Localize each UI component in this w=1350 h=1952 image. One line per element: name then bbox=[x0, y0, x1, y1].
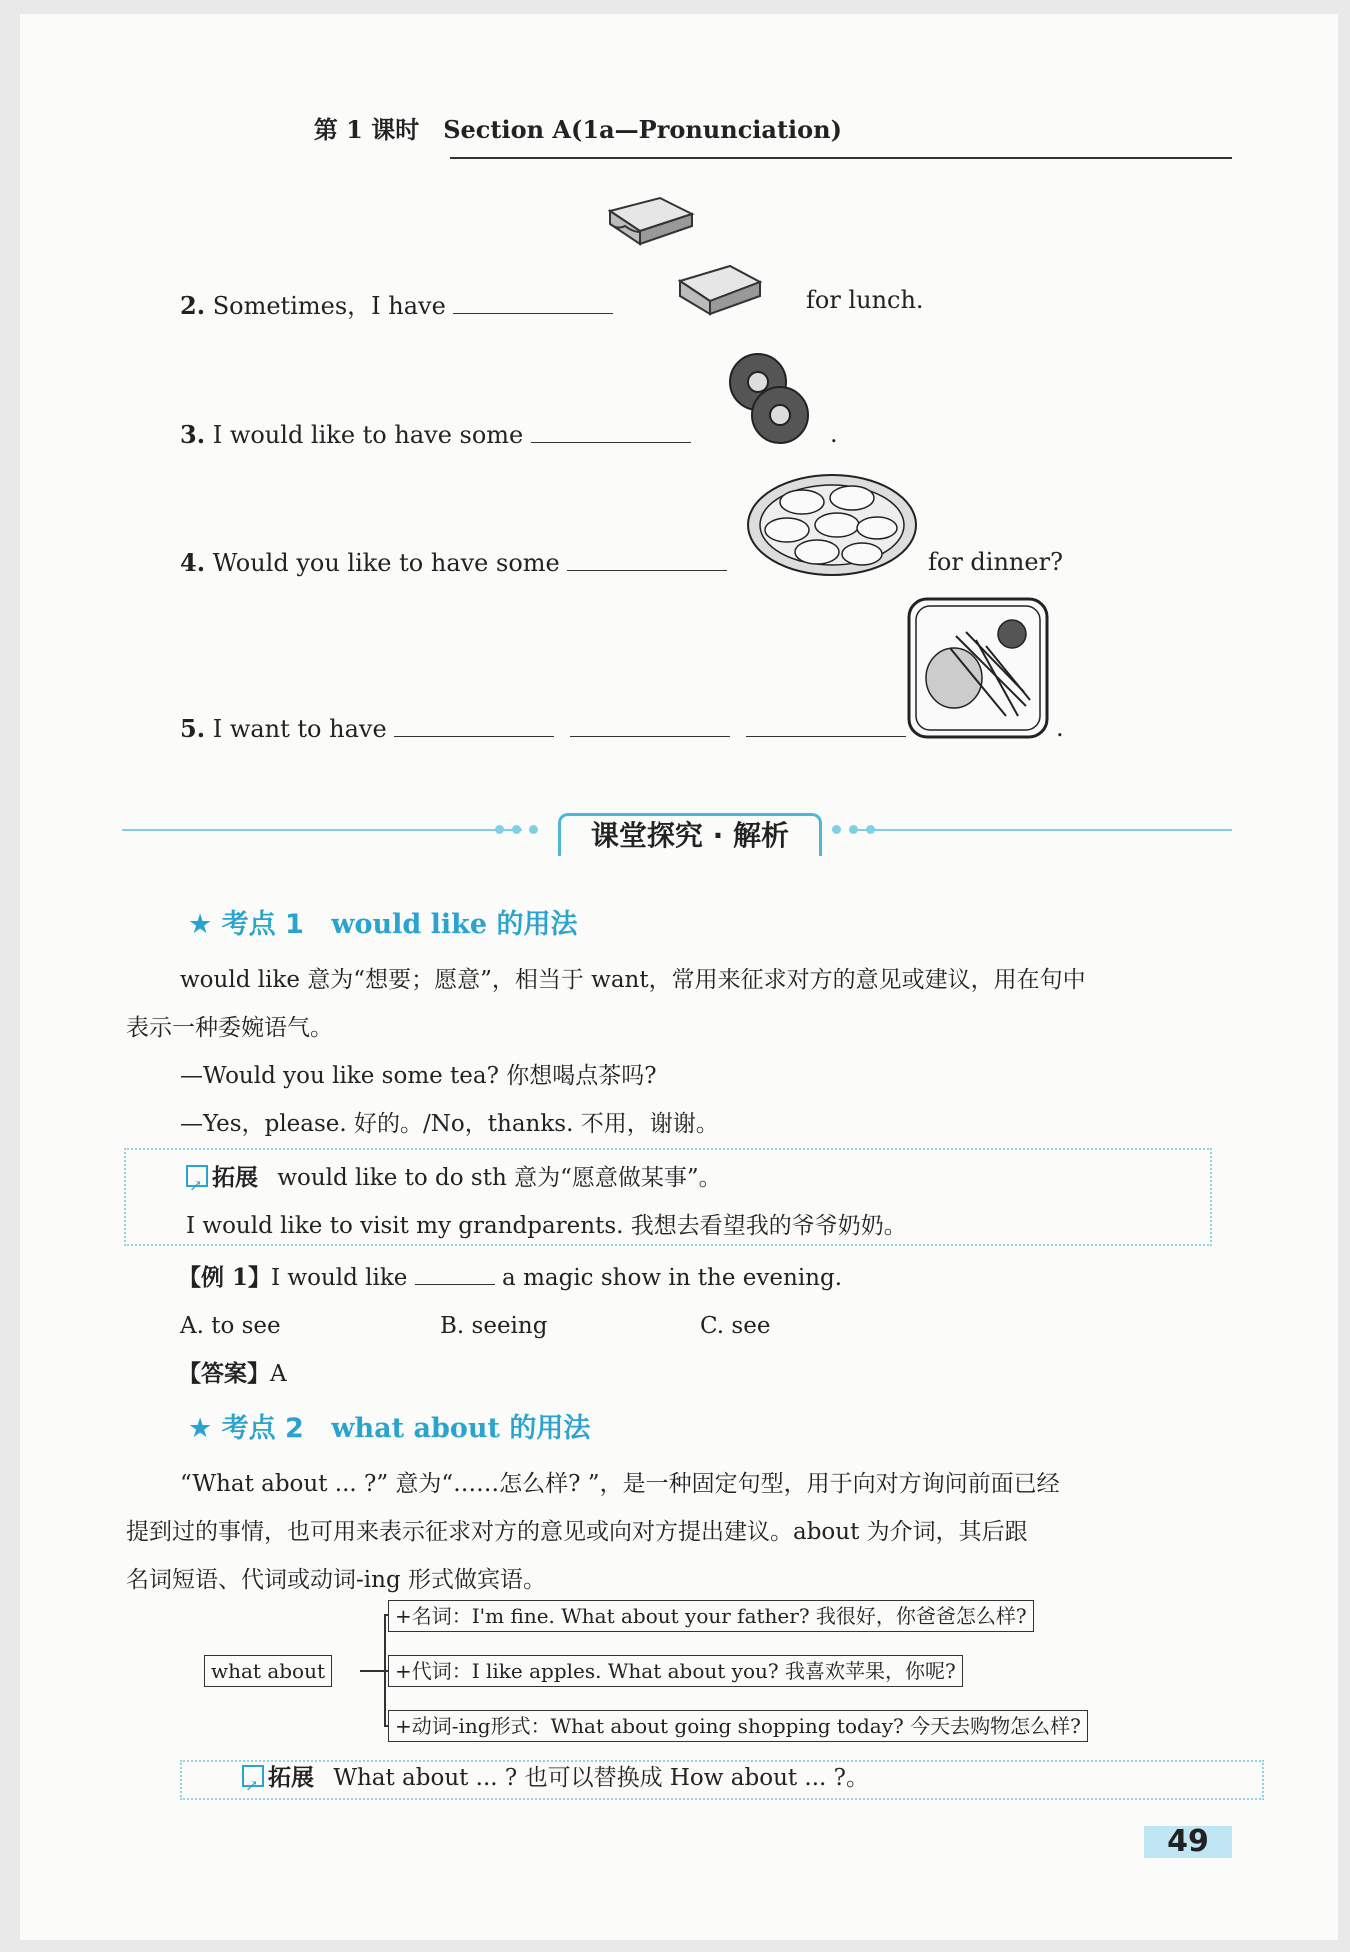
kp1-paragraph-line1: would like 意为“想要；愿意”，相当于 want，常用来征求对方的意见或建议，用在句中 bbox=[180, 967, 1086, 993]
answer-blank[interactable] bbox=[394, 714, 554, 737]
diagram-connector bbox=[360, 1670, 384, 1672]
divider-dot bbox=[849, 825, 858, 834]
example-1 bbox=[178, 1254, 842, 1302]
sandwich-icon bbox=[600, 186, 780, 326]
textbook-page bbox=[20, 14, 1338, 1940]
option-a: A. to see bbox=[180, 1313, 281, 1339]
key-point-phrase: would like bbox=[331, 909, 488, 940]
section-divider-right bbox=[852, 829, 1232, 831]
answer-blank[interactable] bbox=[453, 291, 613, 314]
question-3 bbox=[180, 420, 691, 449]
question-text: I would like to have some bbox=[212, 421, 524, 449]
section-title: 课堂探究 · 解析 bbox=[558, 813, 822, 856]
extension-1-line2: I would like to visit my grandparents. 我想去看望我的爷爷奶奶。 bbox=[186, 1213, 907, 1239]
answer-blank[interactable] bbox=[567, 548, 727, 571]
question-4-tail: for dinner? bbox=[928, 548, 1063, 576]
kp1-example-line1: —Would you like some tea? 你想喝点茶吗? bbox=[180, 1063, 657, 1089]
question-3-tail: . bbox=[830, 420, 838, 448]
extension-1-line1 bbox=[186, 1154, 722, 1202]
extension-icon bbox=[186, 1165, 208, 1187]
question-4 bbox=[180, 548, 727, 577]
page-header: 第 1 课时 Section A(1a—Pronunciation) bbox=[313, 115, 842, 144]
example-text-tail: a magic show in the evening. bbox=[502, 1265, 843, 1291]
answer-tag: 【答案】 bbox=[178, 1360, 270, 1387]
section-divider-left bbox=[122, 829, 522, 831]
divider-dot bbox=[866, 825, 875, 834]
answer-line bbox=[178, 1350, 287, 1398]
diagram-branch-noun: +名词：I'm fine. What about your father? 我很好，你爸爸怎么样? bbox=[388, 1600, 1034, 1632]
question-number: 4. bbox=[180, 548, 206, 577]
answer-blank[interactable] bbox=[531, 420, 691, 443]
page-number: 49 bbox=[1144, 1826, 1232, 1858]
fish-and-chips-icon bbox=[906, 596, 1050, 740]
diagram-branch-gerund: +动词-ing形式：What about going shopping today? 今天去购物怎么样? bbox=[388, 1710, 1088, 1742]
question-2 bbox=[180, 286, 613, 321]
kp2-paragraph-line1: “What about ... ?” 意为“……怎么样? ”，是一种固定句型，用于向对方询问前面已经 bbox=[180, 1471, 1060, 1497]
answer-value: A bbox=[270, 1361, 287, 1387]
question-number: 3. bbox=[180, 420, 206, 449]
header-rule bbox=[450, 157, 1232, 159]
extension-text: would like to do sth 意为“愿意做某事”。 bbox=[277, 1165, 722, 1191]
star-icon: ★ bbox=[188, 1413, 213, 1444]
diagram-branch-pronoun: +代词：I like apples. What about you? 我喜欢苹果，你呢? bbox=[388, 1655, 963, 1687]
answer-blank[interactable] bbox=[415, 1262, 495, 1285]
cookies-icon bbox=[720, 350, 830, 450]
key-point-1-title bbox=[188, 902, 577, 941]
divider-dot bbox=[495, 825, 504, 834]
divider-dot bbox=[512, 825, 521, 834]
key-point-2-title bbox=[188, 1406, 590, 1445]
question-text: Sometimes，I have bbox=[212, 292, 446, 320]
extension-text: What about ... ? 也可以替换成 How about ... ?。 bbox=[333, 1765, 870, 1791]
question-text: I want to have bbox=[212, 715, 387, 743]
diagram-root: what about bbox=[204, 1655, 332, 1687]
answer-blank[interactable] bbox=[746, 714, 906, 737]
extension-2-line1 bbox=[242, 1754, 869, 1802]
dumplings-icon bbox=[742, 470, 922, 580]
key-point-suffix: 的用法 bbox=[509, 1413, 591, 1444]
question-number: 2. bbox=[180, 291, 206, 320]
answer-blank[interactable] bbox=[570, 714, 730, 737]
example-tag: 【例 1】 bbox=[178, 1264, 272, 1291]
example-text: I would like bbox=[271, 1265, 408, 1291]
kp2-paragraph-line3: 名词短语、代词或动词-ing 形式做宾语。 bbox=[126, 1567, 546, 1593]
kp1-example-line2: —Yes，please. 好的。/No，thanks. 不用，谢谢。 bbox=[180, 1111, 719, 1137]
kp2-paragraph-line2: 提到过的事情，也可用来表示征求对方的意见或向对方提出建议。about 为介词，其后跟 bbox=[126, 1519, 1028, 1545]
divider-dot bbox=[832, 825, 841, 834]
extension-label: 拓展 bbox=[212, 1165, 258, 1191]
question-2-tail: for lunch. bbox=[806, 286, 924, 314]
question-text: Would you like to have some bbox=[212, 549, 560, 577]
key-point-suffix: 的用法 bbox=[496, 909, 578, 940]
option-c: C. see bbox=[700, 1313, 771, 1339]
question-5 bbox=[180, 714, 906, 743]
option-b: B. seeing bbox=[440, 1313, 548, 1339]
question-5-tail: . bbox=[1056, 714, 1064, 742]
key-point-phrase: what about bbox=[331, 1413, 500, 1444]
question-number: 5. bbox=[180, 714, 206, 743]
star-icon: ★ bbox=[188, 909, 213, 940]
divider-dot bbox=[529, 825, 538, 834]
extension-label: 拓展 bbox=[268, 1765, 314, 1791]
key-point-label: 考点 1 bbox=[221, 909, 304, 940]
key-point-label: 考点 2 bbox=[221, 1413, 304, 1444]
extension-icon bbox=[242, 1765, 264, 1787]
kp1-paragraph-line2: 表示一种委婉语气。 bbox=[126, 1015, 333, 1041]
